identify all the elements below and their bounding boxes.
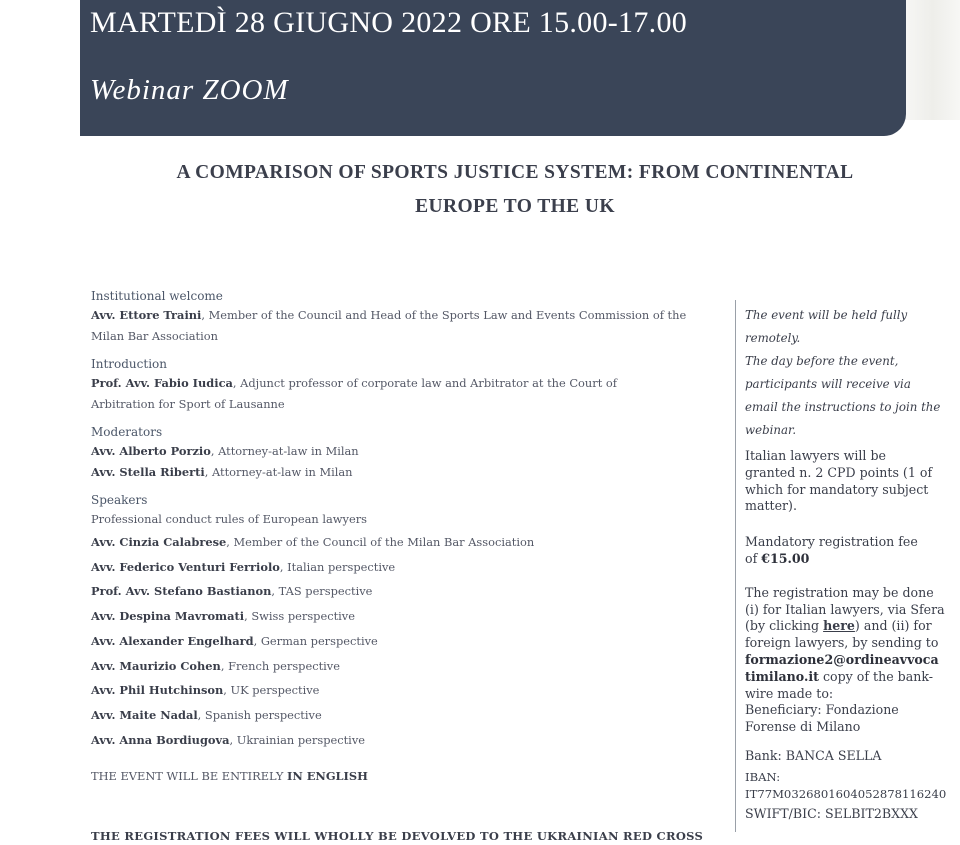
- speaker-row: [91, 703, 731, 728]
- cpd-info-line: which for mandatory subject: [745, 481, 929, 497]
- fee-amount-line: [745, 551, 955, 568]
- remote-info-line: The event will be held fully: [745, 308, 908, 322]
- moderators-heading: Moderators: [91, 425, 163, 439]
- email-link[interactable]: formazione2@ordineavvoca: [745, 651, 939, 667]
- speaker-row: [91, 530, 731, 555]
- speaker-row: [91, 654, 731, 679]
- speaker-name: Avv. Federico Venturi Ferriolo: [91, 559, 280, 574]
- moderator-row: [91, 462, 731, 483]
- speaker-name: Avv. Ettore Traini: [91, 308, 202, 322]
- iban-value: IT77M0326801604052878116240: [745, 786, 947, 801]
- speakers-topic: Professional conduct rules of European lawyers: [91, 512, 367, 526]
- cpd-info-line: granted n. 2 CPD points (1 of: [745, 464, 933, 480]
- introduction-speaker-role-cont: Arbitration for Sport of Lausanne: [91, 397, 285, 411]
- remote-info-line: participants will receive via: [745, 377, 911, 391]
- remote-info-line: remotely.: [745, 331, 801, 345]
- speaker-role: , Member of the Council of the Milan Bar Association: [226, 535, 535, 549]
- speaker-row: [91, 629, 731, 654]
- column-divider: [735, 300, 736, 832]
- title-line-2: EUROPE TO THE UK: [415, 196, 615, 217]
- language-note: [91, 766, 731, 787]
- registration-line: (i) for Italian lawyers, via Sfera: [745, 601, 945, 617]
- speaker-role: , Italian perspective: [279, 559, 396, 574]
- welcome-speaker: [91, 305, 731, 326]
- program-column: [91, 288, 731, 787]
- language-prefix: THE EVENT WILL BE ENTIRELY: [91, 769, 288, 784]
- introduction-heading: Introduction: [91, 357, 167, 371]
- speaker-name: Avv. Alexander Engelhard: [91, 633, 254, 648]
- page-title: [100, 156, 930, 224]
- cpd-info-line: matter).: [745, 498, 797, 514]
- speaker-name: Prof. Avv. Fabio Iudica: [91, 376, 233, 390]
- introduction-speaker: [91, 373, 731, 394]
- registration-line: [745, 618, 955, 635]
- speaker-row: [91, 678, 731, 703]
- event-format: Webinar ZOOM: [90, 74, 289, 106]
- speaker-role: , Member of the Council and Head of the Sports Law and Events Commission of the: [201, 308, 687, 322]
- title-line-1: A COMPARISON OF SPORTS JUSTICE SYSTEM: FROM CONTINENTAL: [176, 162, 854, 183]
- cpd-info-line: Italian lawyers will be: [745, 448, 886, 463]
- event-header-banner: [80, 0, 906, 136]
- registration-line: wire made to:: [745, 685, 834, 701]
- email-link-cont[interactable]: timilano.it: [745, 668, 819, 684]
- speaker-role: , TAS perspective: [271, 584, 373, 599]
- speaker-role: , German perspective: [253, 633, 378, 648]
- speaker-name: Avv. Maite Nadal: [91, 707, 198, 722]
- speakers-heading: Speakers: [91, 493, 148, 507]
- welcome-heading: Institutional welcome: [91, 289, 223, 303]
- speaker-name: Avv. Maurizio Cohen: [91, 658, 221, 673]
- info-sidebar: [745, 304, 955, 823]
- fees-note: THE REGISTRATION FEES WILL WHOLLY BE DEVOLVED TO THE UKRAINIAN RED CROSS: [91, 829, 704, 843]
- moderator-row: [91, 441, 731, 462]
- email-line: [745, 652, 955, 669]
- swift-line: SWIFT/BIC: SELBIT2BXXX: [745, 806, 919, 822]
- beneficiary-line: Beneficiary: Fondazione: [745, 702, 899, 718]
- language-value: IN ENGLISH: [287, 769, 368, 784]
- moderator-role: , Attorney-at-law in Milan: [204, 465, 353, 479]
- fee-line: Mandatory registration fee: [745, 534, 918, 550]
- registration-link[interactable]: here: [823, 618, 855, 634]
- speaker-role: , Spanish perspective: [197, 707, 322, 722]
- remote-info-line: email the instructions to join the: [745, 400, 941, 414]
- fee-prefix: of: [745, 550, 762, 566]
- speaker-name: Avv. Phil Hutchinson: [91, 683, 224, 698]
- speaker-name: Avv. Cinzia Calabrese: [91, 535, 227, 549]
- speaker-name: Avv. Anna Bordiugova: [91, 732, 230, 747]
- registration-line: foreign lawyers, by sending to: [745, 635, 939, 651]
- speaker-role: , Adjunct professor of corporate law and Arbitrator at the Court of: [232, 376, 617, 390]
- welcome-speaker-role-cont: Milan Bar Association: [91, 329, 218, 343]
- fee-amount: €15.00: [761, 550, 810, 566]
- event-date: MARTEDÌ 28 GIUGNO 2022 ORE 15.00-17.00: [90, 6, 688, 39]
- moderator-role: , Attorney-at-law in Milan: [210, 444, 359, 458]
- moderator-name: Avv. Alberto Porzio: [91, 444, 211, 458]
- background-strip: [906, 0, 960, 120]
- remote-info-line: The day before the event,: [745, 354, 899, 368]
- speaker-role: , Swiss perspective: [244, 609, 355, 624]
- registration-pre: (by clicking: [745, 618, 824, 634]
- speaker-role: , Ukrainian perspective: [229, 732, 365, 747]
- speaker-row: [91, 555, 731, 580]
- speaker-row: [91, 579, 731, 604]
- bank-line: Bank: BANCA SELLA: [745, 747, 882, 763]
- speaker-name: Prof. Avv. Stefano Bastianon: [91, 584, 272, 599]
- iban-label: IBAN:: [745, 769, 781, 784]
- remote-info-line: webinar.: [745, 423, 797, 437]
- moderator-name: Avv. Stella Riberti: [91, 465, 205, 479]
- email-line-2: [745, 669, 955, 686]
- beneficiary-line: Forense di Milano: [745, 719, 861, 735]
- speaker-role: , French perspective: [220, 658, 340, 673]
- speaker-role: , UK perspective: [223, 683, 320, 698]
- speaker-name: Avv. Despina Mavromati: [91, 609, 245, 624]
- speaker-row: [91, 728, 731, 753]
- registration-post: copy of the bank-: [818, 668, 934, 684]
- registration-line: The registration may be done: [745, 584, 934, 600]
- registration-post: ) and (ii) for: [854, 618, 932, 634]
- speaker-row: [91, 604, 731, 629]
